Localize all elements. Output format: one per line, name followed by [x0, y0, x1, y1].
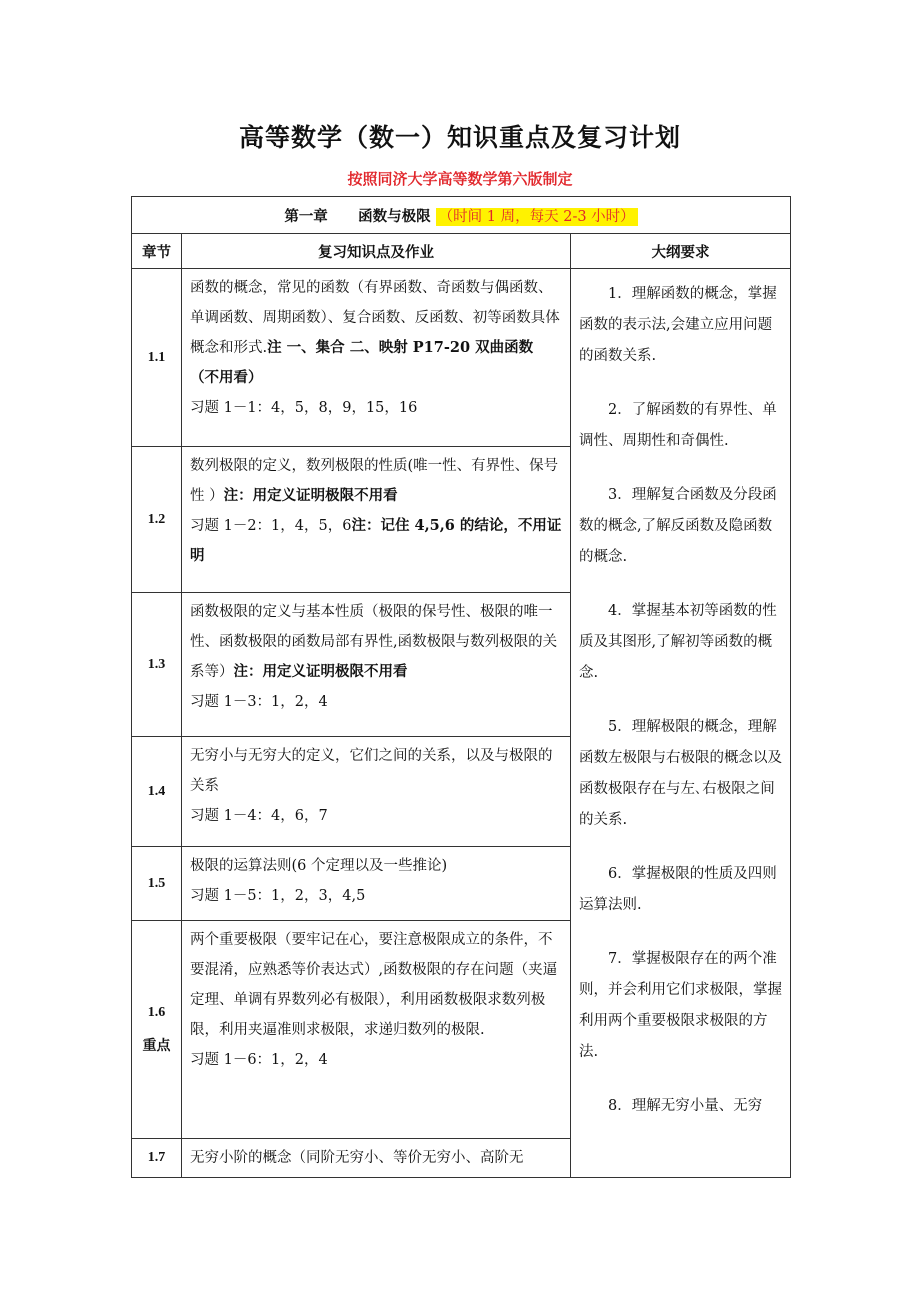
section-id: 1.7	[132, 1139, 182, 1178]
requirement-item: 5．理解极限的概念，理解函数左极限与右极限的概念以及函数极限存在与左､右极限之间的关系.	[579, 719, 782, 828]
requirement-item: 2．了解函数的有界性、单调性、周期性和奇偶性.	[579, 402, 777, 449]
section-exercise: 习题 1－6：1，2，4	[190, 1052, 328, 1068]
header-requirements: 大纲要求	[571, 234, 791, 269]
section-id: 1.6	[147, 1004, 166, 1020]
section-exercise: 习题 1－4：4，6，7	[190, 808, 328, 824]
section-exercise: 习题 1－5：1，2，3，4,5	[190, 888, 366, 904]
section-id: 1.4	[132, 737, 182, 847]
section-id: 1.5	[132, 847, 182, 921]
section-content	[182, 921, 571, 1139]
header-content: 复习知识点及作业	[182, 234, 571, 269]
section-text: 无穷小阶的概念（同阶无穷小、等价无穷小、高阶无	[190, 1150, 524, 1166]
section-exercise: 习题 1－3：1，2，4	[190, 694, 328, 710]
section-note: 注：用定义证明极限不用看	[223, 487, 398, 504]
section-text: 无穷小与无穷大的定义，它们之间的关系，以及与极限的关系	[190, 748, 553, 794]
section-note: 注 一、集合 二、映射 P17-20 双曲函数 （不用看）	[190, 339, 534, 386]
section-content	[182, 737, 571, 847]
page-subtitle: 按照同济大学高等数学第六版制定	[347, 170, 573, 188]
review-plan-table	[131, 196, 791, 1178]
section-row	[132, 269, 791, 447]
section-tag: 重点	[142, 1038, 171, 1054]
section-exercise: 习题 1－1：4，5，8，9，15，16	[190, 400, 418, 416]
chapter-row	[132, 197, 791, 234]
section-text: 函数的概念，常见的函数（有界函数、奇函数与偶函数、单调函数、周期函数）、复合函数、反函数、初等函数具体概念和形式.	[190, 280, 560, 356]
section-content	[182, 847, 571, 921]
section-id: 1.2	[132, 447, 182, 593]
section-text: 数列极限的定义，数列极限的性质(唯一性、有界性、保号性 ）	[190, 458, 559, 504]
requirement-item: 1．理解函数的概念，掌握函数的表示法,会建立应用问题的函数关系.	[579, 286, 777, 364]
requirement-item: 7．掌握极限存在的两个准则，并会利用它们求极限，掌握利用两个重要极限求极限的方法.	[579, 951, 782, 1060]
chapter-label: 第一章	[284, 208, 328, 225]
section-exercise-note: 注：记住 4,5,6 的结论，不用证明	[190, 517, 562, 564]
page-title: 高等数学（数一）知识重点及复习计划	[238, 123, 681, 152]
section-note: 注：用定义证明极限不用看	[233, 663, 408, 680]
section-id: 1.1	[132, 269, 182, 447]
section-content	[182, 269, 571, 447]
chapter-name: 函数与极限	[358, 208, 431, 225]
requirements-cell	[571, 269, 791, 1178]
header-section: 章节	[132, 234, 182, 269]
requirement-item: 8．理解无穷小量、无穷	[608, 1098, 763, 1114]
requirement-item: 6．掌握极限的性质及四则运算法则.	[579, 866, 777, 913]
section-exercise: 习题 1－2：1，4，5，6	[190, 518, 352, 534]
section-text: 函数极限的定义与基本性质（极限的保号性、极限的唯一性、函数极限的函数局部有界性,函数极限与数列极限的关系等）	[190, 604, 558, 680]
chapter-time-highlight: （时间 1 周，每天 2-3 小时）	[436, 208, 638, 226]
requirement-item: 3．理解复合函数及分段函数的概念,了解反函数及隐函数的概念.	[579, 487, 777, 565]
section-id-cell	[132, 921, 182, 1139]
section-content	[182, 593, 571, 737]
header-row	[132, 234, 791, 269]
section-text: 两个重要极限（要牢记在心，要注意极限成立的条件，不要混淆，应熟悉等价表达式）,函数极限的存在问题（夹逼定理、单调有界数列必有极限），利用函数极限求数列极限，利用夹逼准则求极限，求递归数列的极限.	[190, 932, 558, 1038]
requirement-item: 4．掌握基本初等函数的性质及其图形,了解初等函数的概念.	[579, 603, 777, 681]
section-id: 1.3	[132, 593, 182, 737]
section-content	[182, 447, 571, 593]
section-content	[182, 1139, 571, 1178]
section-text: 极限的运算法则(6 个定理以及一些推论)	[190, 858, 448, 874]
